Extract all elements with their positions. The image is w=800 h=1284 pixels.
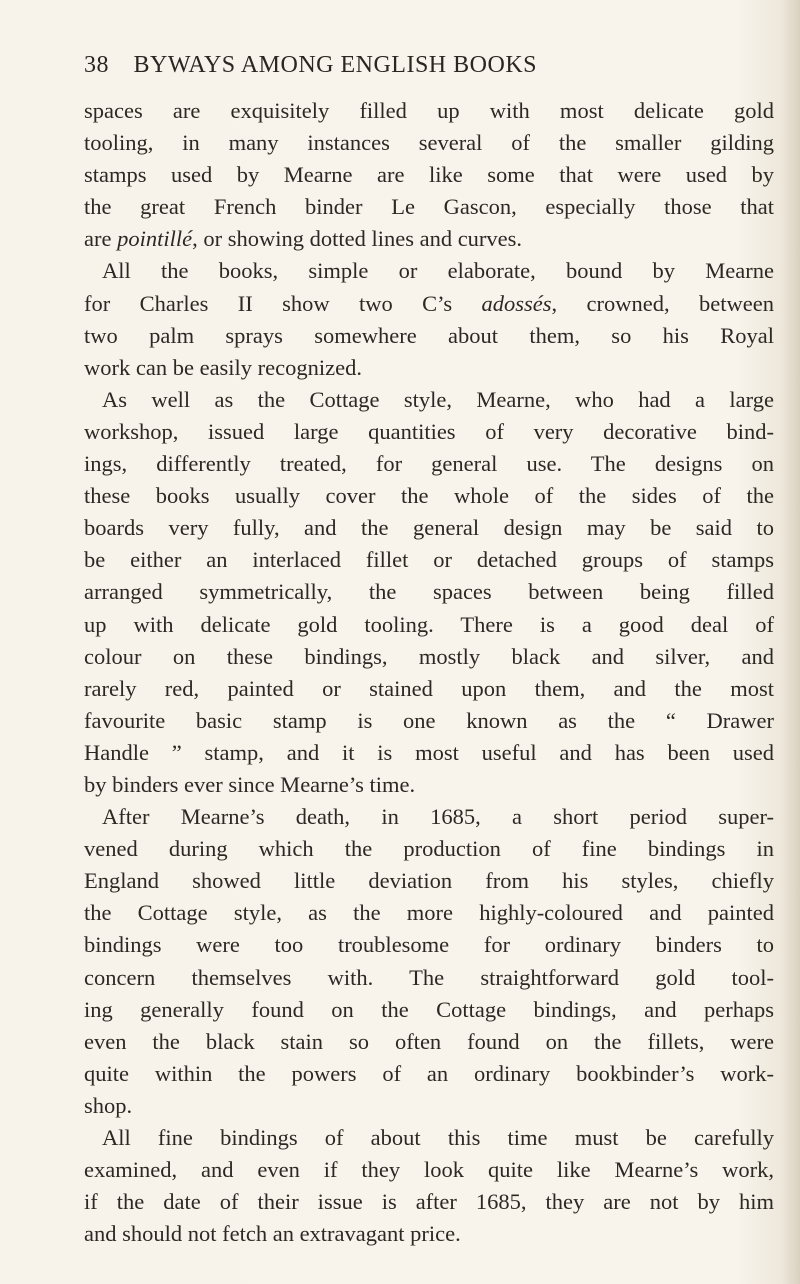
italic-term: pointillé: [117, 226, 193, 252]
text-line: [84, 769, 774, 801]
italic-term: adossés: [481, 290, 552, 316]
text-line: [84, 95, 774, 127]
text-span: by binders ever since Mearne’s time.: [84, 771, 416, 797]
text-span: favourite basic stamp is one known as the “ Drawer: [84, 707, 774, 733]
text-span: concern themselves with. The straightforward gold tool-: [84, 964, 774, 990]
text-line: [84, 191, 774, 223]
text-line: [84, 544, 774, 576]
text-line: [84, 1154, 774, 1186]
text-span: All the books, simple or elaborate, bound by Mearne: [102, 258, 774, 284]
text-line: [84, 801, 774, 833]
text-span: two palm sprays somewhere about them, so his Royal: [84, 322, 774, 348]
text-span: All fine bindings of about this time must be carefully: [102, 1125, 774, 1150]
text-line: [84, 223, 774, 255]
text-line: [84, 384, 774, 416]
text-line: [84, 1058, 774, 1090]
page-edge-shadow: [782, 0, 800, 1284]
text-line: [84, 127, 774, 159]
text-span: As well as the Cottage style, Mearne, who had a large: [102, 386, 774, 412]
text-span: examined, and even if they look quite like Mearne’s work,: [84, 1157, 774, 1183]
text-span: workshop, issued large quantities of very decorative bind-: [84, 418, 774, 444]
text-span: be either an interlaced fillet or detached groups of stamps: [84, 547, 774, 573]
text-span: bindings were too troublesome for ordinary binders to: [84, 932, 774, 958]
text-line: [84, 255, 774, 287]
text-span: England showed little deviation from his styles, chiefly: [84, 868, 774, 894]
text-span: arranged symmetrically, the spaces between being filled: [84, 579, 774, 605]
running-header: [84, 52, 724, 84]
text-line: [84, 609, 774, 641]
text-line: [84, 865, 774, 897]
text-line: [84, 352, 774, 384]
text-line: [84, 576, 774, 608]
text-line: [84, 159, 774, 191]
text-line: [84, 737, 774, 769]
text-span: vened during which the production of fine bindings in: [84, 836, 774, 862]
text-span: if the date of their issue is after 1685, they are not by him: [84, 1189, 774, 1215]
text-line: [84, 897, 774, 929]
text-line: [84, 480, 774, 512]
text-span: boards very fully, and the general design may be said to: [84, 515, 774, 541]
text-span: ing generally found on the Cottage bindings, and perhaps: [84, 996, 774, 1022]
page-number: 38: [84, 52, 109, 78]
text-span: are: [84, 226, 118, 252]
text-line: [84, 1218, 774, 1250]
text-span: ings, differently treated, for general use. The designs on: [84, 451, 774, 477]
text-span: shop.: [84, 1092, 133, 1118]
text-line: [84, 833, 774, 865]
text-line: [84, 962, 774, 994]
text-span: rarely red, painted or stained upon them, and the most: [84, 675, 774, 701]
text-span: up with delicate gold tooling. There is a good deal of: [84, 611, 774, 637]
text-span: the great French binder Le Gascon, especially those that: [84, 194, 774, 220]
text-span: , or showing dotted lines and curves.: [192, 226, 523, 252]
text-line: [84, 929, 774, 961]
text-line: [84, 288, 774, 320]
text-span: Handle ” stamp, and it is most useful and has been used: [84, 739, 774, 765]
text-span: and should not fetch an extravagant price.: [84, 1221, 461, 1247]
text-span: spaces are exquisitely filled up with most delicate gold: [84, 98, 774, 123]
text-span: these books usually cover the whole of the sides of the: [84, 483, 774, 509]
running-title: BYWAYS AMONG ENGLISH BOOKS: [133, 52, 537, 78]
text-line: [84, 1026, 774, 1058]
text-span: even the black stain so often found on the fillets, were: [84, 1028, 774, 1054]
text-span: colour on these bindings, mostly black and silver, and: [84, 643, 774, 669]
text-line: [84, 416, 774, 448]
body-text: [84, 95, 774, 1250]
text-span: the Cottage style, as the more highly-coloured and painted: [84, 900, 774, 926]
text-line: [84, 705, 774, 737]
text-line: [84, 673, 774, 705]
text-line: [84, 1186, 774, 1218]
text-line: [84, 641, 774, 673]
text-line: [84, 1090, 774, 1122]
text-span: , crowned, between: [551, 290, 774, 316]
text-span: quite within the powers of an ordinary bookbinder’s work-: [84, 1060, 774, 1086]
text-line: [84, 994, 774, 1026]
text-span: stamps used by Mearne are like some that were used by: [84, 162, 774, 188]
text-span: work can be easily recognized.: [84, 354, 362, 380]
text-line: [84, 1122, 774, 1154]
text-line: [84, 512, 774, 544]
text-span: for Charles II show two C’s: [84, 290, 482, 316]
text-line: [84, 320, 774, 352]
text-span: tooling, in many instances several of the smaller gilding: [84, 130, 774, 156]
text-line: [84, 448, 774, 480]
text-span: After Mearne’s death, in 1685, a short period super-: [102, 804, 774, 830]
